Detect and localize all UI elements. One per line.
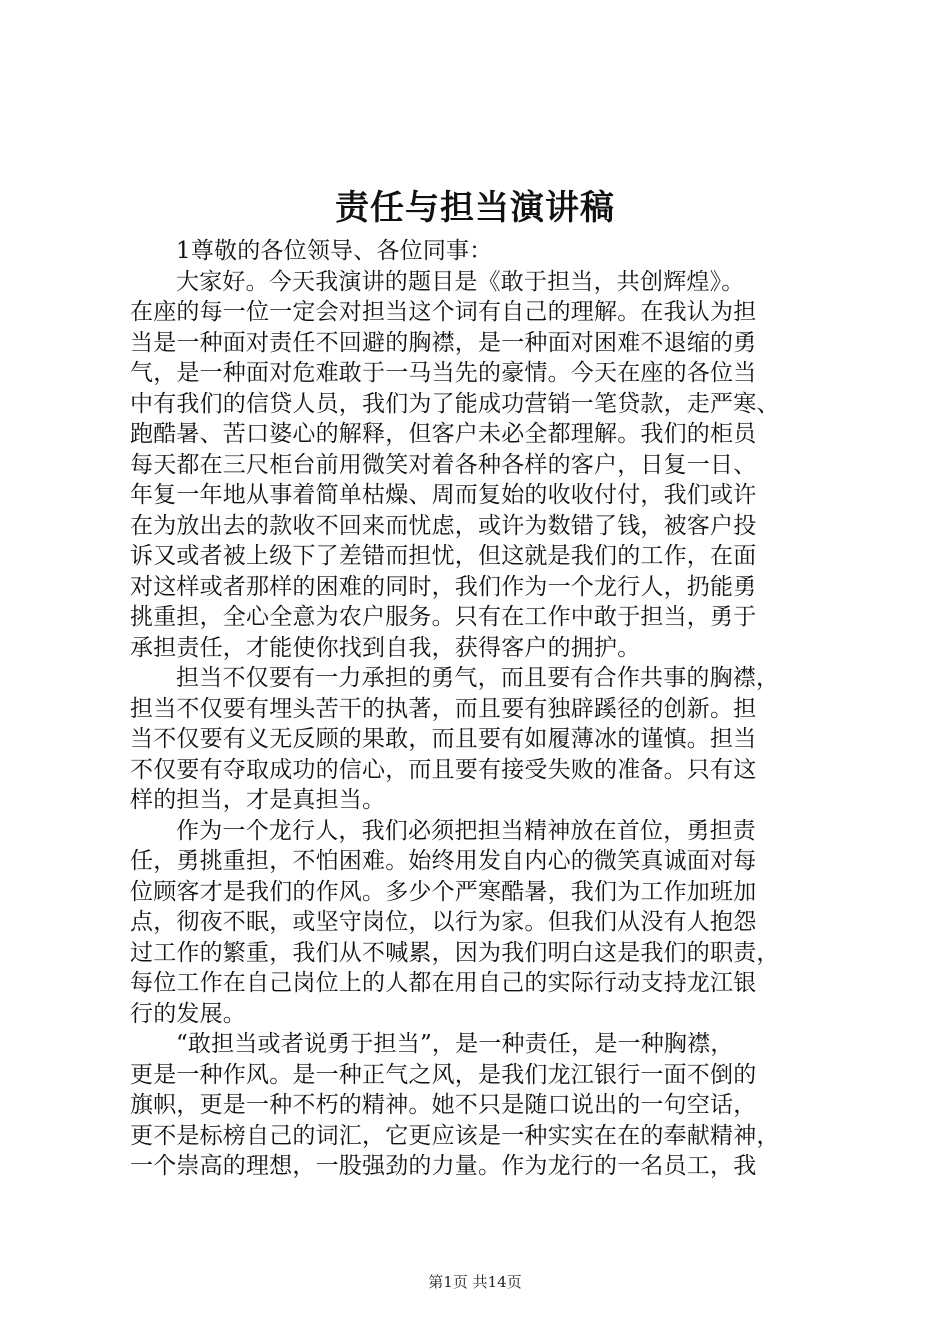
text-line: 每天都在三尺柜台前用微笑对着各种各样的客户，日复一日、 <box>130 451 757 478</box>
text-line: 更是一种作风。是一种正气之风，是我们龙江银行一面不倒的 <box>130 1061 757 1088</box>
text-line: 点，彻夜不眠，或坚守岗位，以行为家。但我们从没有人抱怨 <box>130 909 757 935</box>
text-line: 任，勇挑重担，不怕困难。始终用发自内心的微笑真诚面对每 <box>130 848 757 874</box>
text-line: 每位工作在自己岗位上的人都在用自己的实际行动支持龙江银 <box>130 970 757 996</box>
text-line: 当是一种面对责任不回避的胸襟，是一种面对困难不退缩的勇 <box>130 329 757 356</box>
text-line: “敢担当或者说勇于担当”，是一种责任，是一种胸襟， <box>176 1031 734 1057</box>
document-body <box>130 236 850 1182</box>
text-line: 更不是标榜自己的词汇，它更应该是一种实实在在的奉献精神， <box>130 1122 780 1149</box>
text-line: 位顾客才是我们的作风。多少个严寒酷暑，我们为工作加班加 <box>130 878 757 905</box>
document-title: 责任与担当演讲稿 <box>335 188 615 228</box>
text-line: 在座的每一位一定会对担当这个词有自己的理解。在我认为担 <box>130 299 757 325</box>
text-line: 样的担当，才是真担当。 <box>130 787 386 813</box>
text-line: 大家好。今天我演讲的题目是《敢于担当，共创辉煌》。 <box>176 268 745 295</box>
text-line: 担当不仅要有埋头苦干的执著，而且要有独辟蹊径的创新。担 <box>130 695 757 722</box>
text-line: 年复一年地从事着简单枯燥、周而复始的收收付付，我们或许 <box>130 482 757 508</box>
text-line: 旗帜，更是一种不朽的精神。她不只是随口说出的一句空话， <box>130 1092 757 1118</box>
text-line: 承担责任，才能使你找到自我，获得客户的拥护。 <box>130 634 641 661</box>
text-line: 行的发展。 <box>130 1000 246 1027</box>
text-line: 不仅要有夺取成功的信心，而且要有接受失败的准备。只有这 <box>130 756 757 783</box>
text-line: 作为一个龙行人，我们必须把担当精神放在首位，勇担责 <box>176 817 756 844</box>
text-line: 担当不仅要有一力承担的勇气，而且要有合作共事的胸襟， <box>176 665 780 691</box>
text-line: 当不仅要有义无反顾的果敢，而且要有如履薄冰的谨慎。担当 <box>130 726 757 752</box>
text-line: 一个崇高的理想，一股强劲的力量。作为龙行的一名员工，我 <box>130 1153 757 1179</box>
text-line: 挑重担，全心全意为农户服务。只有在工作中敢于担当，勇于 <box>130 604 757 630</box>
text-line: 对这样或者那样的困难的同时，我们作为一个龙行人，扔能勇 <box>130 573 757 600</box>
text-line: 诉又或者被上级下了差错而担忧，但这就是我们的工作，在面 <box>130 543 757 569</box>
page-footer: 第1页 共14页 <box>428 1273 522 1291</box>
text-line: 跑酷暑、苦口婆心的解释，但客户未必全都理解。我们的柜员 <box>130 421 757 447</box>
text-line: 中有我们的信贷人员，我们为了能成功营销一笔贷款，走严寒、 <box>130 390 780 417</box>
text-line: 1尊敬的各位领导、各位同事： <box>176 238 493 264</box>
text-line: 气，是一种面对危难敢于一马当先的豪情。今天在座的各位当 <box>130 360 757 386</box>
text-line: 过工作的繁重，我们从不喊累，因为我们明白这是我们的职责， <box>130 939 780 966</box>
text-line: 在为放出去的款收不回来而忧虑，或许为数错了钱，被客户投 <box>130 512 757 539</box>
